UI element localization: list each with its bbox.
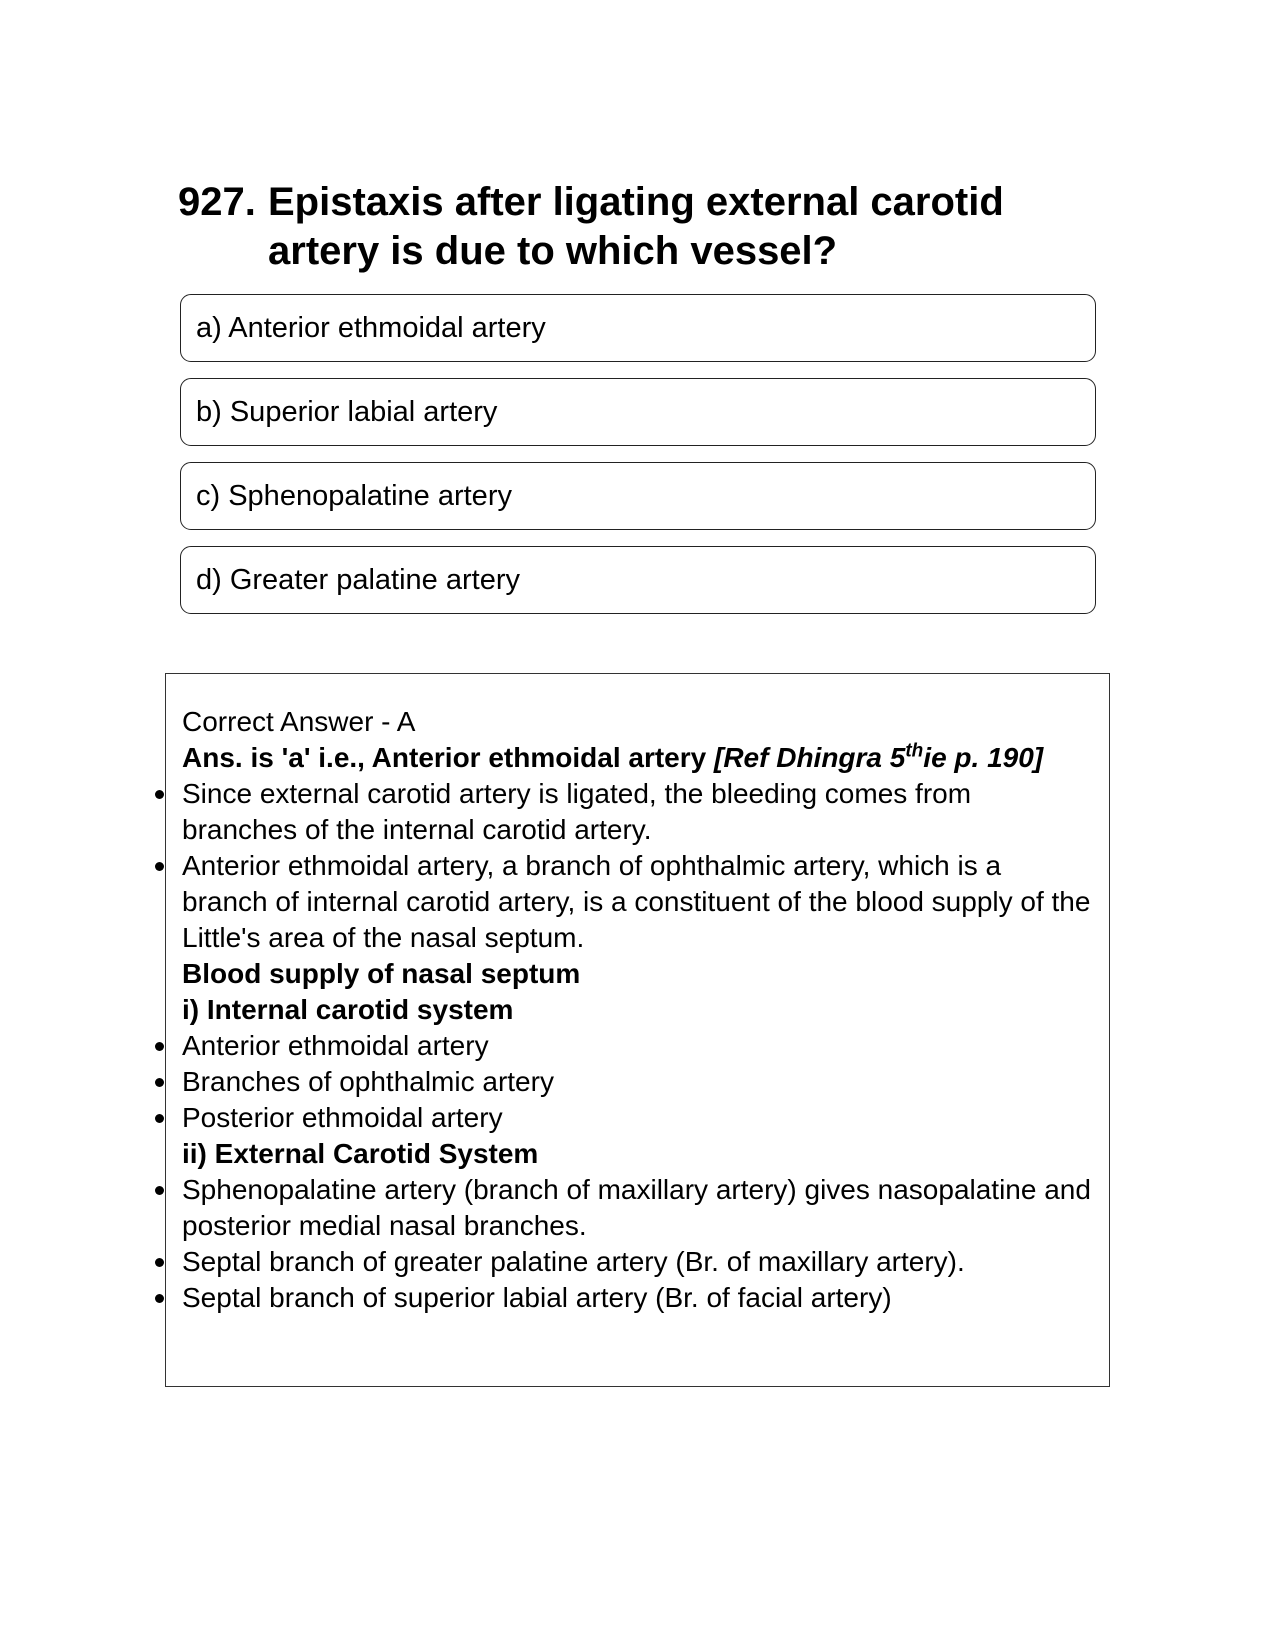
question-text: Epistaxis after ligating external carotid artery is due to which vessel? xyxy=(268,180,1004,273)
reference-superscript: th xyxy=(905,740,924,762)
external-carotid-heading: ii) External Carotid System xyxy=(182,1138,539,1169)
question-heading xyxy=(178,178,1078,276)
question-number: 927. xyxy=(178,180,256,224)
answer-explanation xyxy=(182,704,1092,1316)
internal-carotid-heading: i) Internal carotid system xyxy=(182,994,514,1025)
list-item: Since external carotid artery is ligated, the bleeding comes from branches of the internal carotid artery. xyxy=(182,776,1092,848)
explanation-bullets xyxy=(182,776,1092,956)
answer-bold-text: Ans. is 'a' i.e., Anterior ethmoidal artery xyxy=(182,742,714,773)
option-d[interactable]: d) Greater palatine artery xyxy=(180,546,1096,614)
list-item: Anterior ethmoidal artery xyxy=(182,1028,1092,1064)
correct-answer-label: Correct Answer - A xyxy=(182,706,416,737)
option-a[interactable]: a) Anterior ethmoidal artery xyxy=(180,294,1096,362)
list-item: Posterior ethmoidal artery xyxy=(182,1100,1092,1136)
list-item: Septal branch of greater palatine artery (Br. of maxillary artery). xyxy=(182,1244,1092,1280)
list-item: Anterior ethmoidal artery, a branch of ophthalmic artery, which is a branch of internal carotid artery, is a constituent of the blood supply of the Little's area of the nasal septum. xyxy=(182,848,1092,956)
external-carotid-list xyxy=(182,1172,1092,1316)
answer-statement xyxy=(182,740,1092,776)
reference-suffix: ie p. 190] xyxy=(923,742,1044,773)
list-item: Sphenopalatine artery (branch of maxillary artery) gives nasopalatine and posterior medial nasal branches. xyxy=(182,1172,1092,1244)
list-item: Branches of ophthalmic artery xyxy=(182,1064,1092,1100)
reference-citation xyxy=(714,742,1043,773)
options-list xyxy=(180,294,1096,630)
blood-supply-heading: Blood supply of nasal septum xyxy=(182,958,581,989)
reference-prefix: [Ref Dhingra 5 xyxy=(714,742,906,773)
internal-carotid-list xyxy=(182,1028,1092,1136)
option-c[interactable]: c) Sphenopalatine artery xyxy=(180,462,1096,530)
list-item: Septal branch of superior labial artery (Br. of facial artery) xyxy=(182,1280,1092,1316)
option-b[interactable]: b) Superior labial artery xyxy=(180,378,1096,446)
